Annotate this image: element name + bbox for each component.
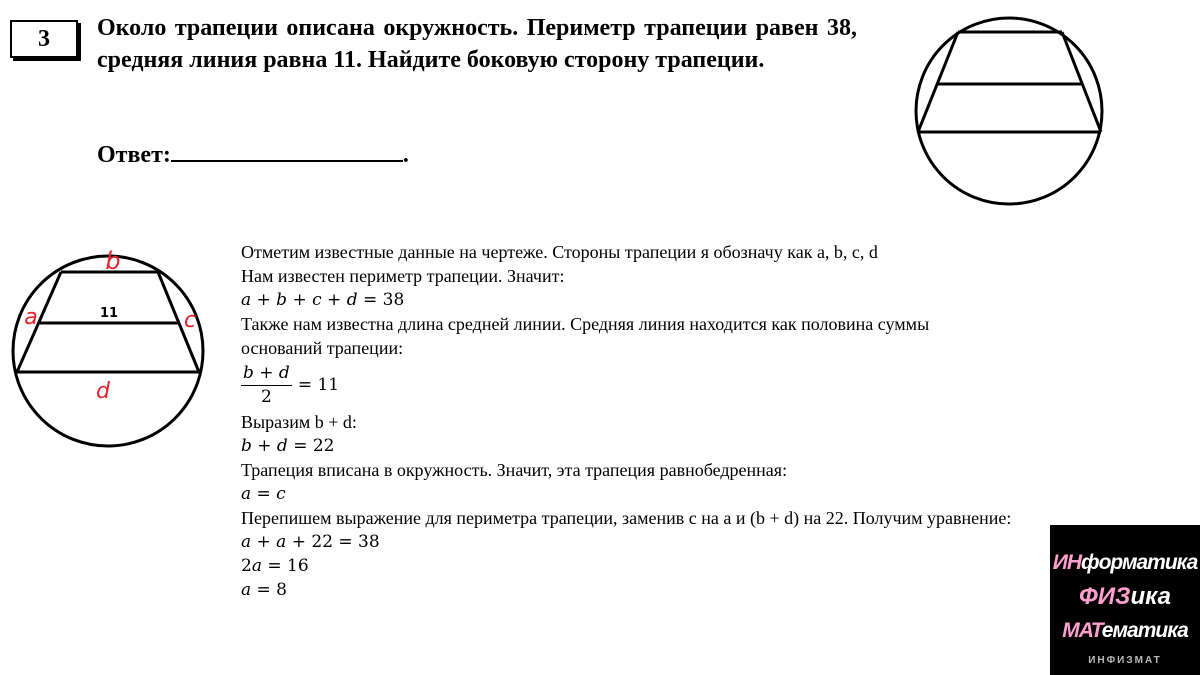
equation-substituted: 𝑎 + 𝑎 + 22 = 38 (241, 532, 380, 552)
solution-line: Отметим известные данные на чертеже. Стороны трапеции я обозначу как a, b, c, d (241, 242, 878, 262)
solution-line: Выразим b + d: (241, 412, 357, 432)
task-number-box (10, 20, 78, 58)
infizmat-logo (1050, 525, 1200, 675)
logo-row-informatika: ИНформатика (1052, 551, 1198, 574)
task-number: 3 (38, 25, 50, 52)
equation-simplified: 2𝑎 = 16 (241, 556, 309, 576)
equation-result: 𝑎 = 8 (241, 580, 288, 600)
solution-text (241, 240, 1181, 602)
trapezoid-right-side (1062, 32, 1101, 132)
equation-midline (241, 360, 1181, 410)
fraction (241, 362, 292, 408)
trapezoid-figure-original (910, 8, 1110, 208)
label-d: d (96, 379, 110, 404)
fraction-numerator: 𝑏 + 𝑑 (241, 362, 292, 386)
answer-line (97, 140, 409, 169)
label-midline-11: 11 (99, 306, 119, 321)
solution-line: Нам известен периметр трапеции. Значит: (241, 266, 565, 286)
trapezoid-figure-annotated (10, 240, 210, 455)
equation-isosceles: 𝑎 = 𝑐 (241, 484, 286, 504)
label-c: c (183, 308, 197, 333)
label-a: a (24, 305, 38, 330)
fraction-rhs: = 11 (297, 375, 340, 395)
label-b: b (105, 247, 121, 275)
trapezoid-left-side (918, 32, 958, 132)
fraction-denominator: 2 (261, 387, 272, 407)
logo-row-matematika: МАТематика (1062, 619, 1188, 642)
solution-line: Перепишем выражение для периметра трапеции, заменив c на a и (b + d) на 22. Получим уравнение: (241, 508, 1012, 528)
solution-line: Также нам известна длина средней линии. Средняя линия находится как половина суммы (241, 314, 930, 334)
problem-statement: Около трапеции описана окружность. Периметр трапеции равен 38, средняя линия равна 11. Найдите боковую сторону трапеции. (97, 15, 857, 73)
answer-period: . (402, 142, 409, 168)
circumcircle (916, 18, 1102, 204)
logo-footer: ИНФИЗМАТ (1088, 655, 1162, 666)
solution-line: Трапеция вписана в окружность. Значит, эта трапеция равнобедренная: (241, 460, 788, 480)
solution-line: оснований трапеции: (241, 338, 404, 358)
annotated-circumcircle (13, 256, 203, 446)
equation-perimeter: 𝑎 + 𝑏 + 𝑐 + 𝑑 = 38 (241, 290, 405, 310)
logo-row-fizika: ФИЗика (1079, 583, 1171, 610)
answer-blank[interactable] (171, 140, 403, 162)
answer-label: Ответ: (97, 142, 171, 168)
equation-sum-bases: 𝑏 + 𝑑 = 22 (241, 436, 335, 456)
